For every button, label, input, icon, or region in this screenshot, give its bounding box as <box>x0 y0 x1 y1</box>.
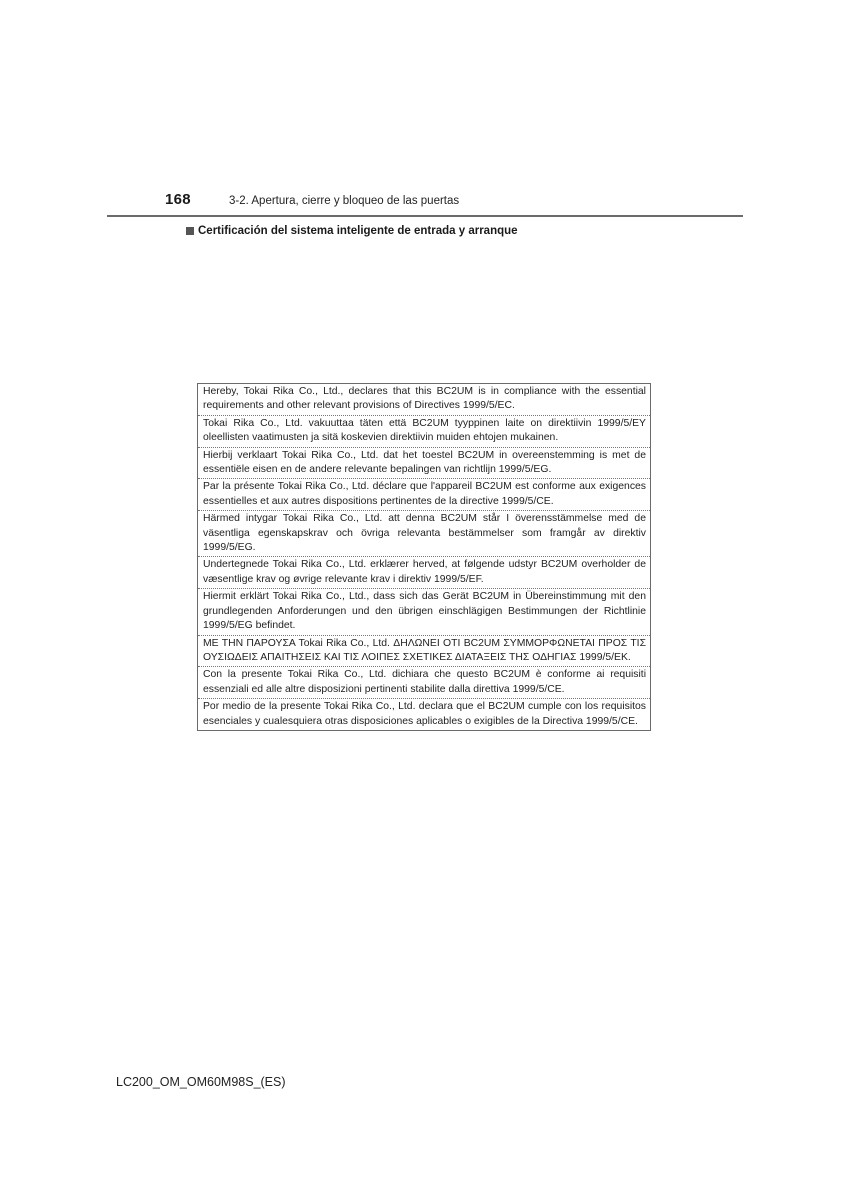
certification-row-italian: Con la presente Tokai Rika Co., Ltd. dichiara che questo BC2UM è conforme ai requisiti essenziali ed alle altre disposizioni pertinenti stabilite dalla direttiva 1999/5/CE. <box>198 667 650 699</box>
certification-row-french: Par la présente Tokai Rika Co., Ltd. déclare que l'appareil BC2UM est conforme aux exigences essentielles et aux autres dispositions pertinentes de la directive 1999/5/CE. <box>198 479 650 511</box>
page-number: 168 <box>165 191 191 208</box>
certification-table <box>197 383 651 731</box>
certification-row-greek: ΜΕ ΤΗΝ ΠΑΡΟΥΣΑ Tokai Rika Co., Ltd. ΔΗΛΩΝΕΙ ΟΤΙ BC2UM ΣΥΜΜΟΡΦΩΝΕΤΑΙ ΠΡΟΣ ΤΙΣ ΟΥΣΙΩΔΕΙΣ ΑΠΑΙΤΗΣΕΙΣ ΚΑΙ ΤΙΣ ΛΟΙΠΕΣ ΣΧΕΤΙΚΕΣ ΔΙΑΤΑΞΕΙΣ ΤΗΣ ΟΔΗΓΙΑΣ 1999/5/ΕΚ. <box>198 636 650 668</box>
certification-row-swedish: Härmed intygar Tokai Rika Co., Ltd. att denna BC2UM står I överensstämmelse med de väsentliga egenskapskrav och övriga relevanta bestämmelser som framgår av direktiv 1999/5/EG. <box>198 511 650 557</box>
certification-row-finnish: Tokai Rika Co., Ltd. vakuuttaa täten että BC2UM tyyppinen laite on direktiivin 1999/5/EY oleellisten vaatimusten ja sitä koskevien direktiivin muiden ehtojen mukainen. <box>198 416 650 448</box>
certification-row-spanish: Por medio de la presente Tokai Rika Co., Ltd. declara que el BC2UM cumple con los requisitos esenciales y cualesquiera otras disposiciones aplicables o exigibles de la Directiva 1999/5/CE. <box>203 701 646 727</box>
subheading <box>186 225 518 237</box>
header-divider <box>107 215 743 217</box>
square-bullet-icon <box>186 227 194 235</box>
certification-row-dutch: Hierbij verklaart Tokai Rika Co., Ltd. dat het toestel BC2UM in overeenstemming is met de essentiële eisen en de andere relevante bepalingen van richtlijn 1999/5/EG. <box>198 448 650 480</box>
certification-row-danish: Undertegnede Tokai Rika Co., Ltd. erklærer herved, at følgende udstyr BC2UM overholder de væsentlige krav og øvrige relevante krav i direktiv 1999/5/EF. <box>198 557 650 589</box>
subheading-text: Certificación del sistema inteligente de entrada y arranque <box>198 225 518 237</box>
certification-row-german: Hiermit erklärt Tokai Rika Co., Ltd., dass sich das Gerät BC2UM in Übereinstimmung mit den grundlegenden Anforderungen und den übrigen einschlägigen Bestimmungen der Richtlinie 1999/5/EG befindet. <box>198 589 650 635</box>
certification-row-english: Hereby, Tokai Rika Co., Ltd., declares that this BC2UM is in compliance with the essential requirements and other relevant provisions of Directives 1999/5/EC. <box>198 384 650 416</box>
section-title: 3-2. Apertura, cierre y bloqueo de las puertas <box>229 195 460 207</box>
document-code: LC200_OM_OM60M98S_(ES) <box>116 1075 286 1089</box>
